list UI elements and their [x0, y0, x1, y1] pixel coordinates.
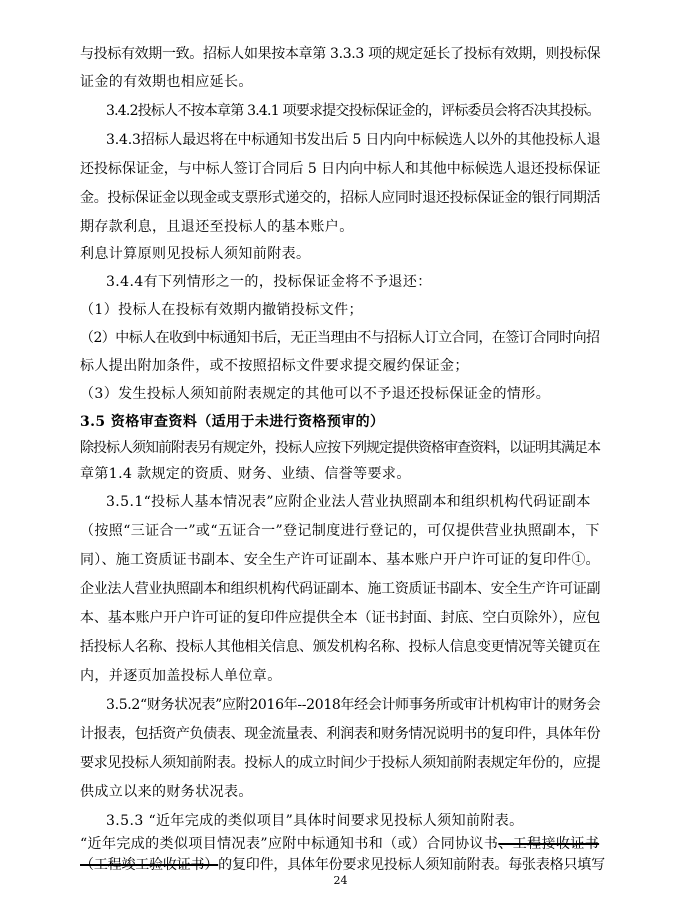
text-line: 证金的有效期也相应延长。: [80, 74, 253, 90]
text-line: 计报表，包括资产负债表、现金流量表、利润表和财务情况说明书的复印件，具体年份: [80, 726, 601, 742]
text-segment: 的复印件，具体年份要求见投标人须知前附表。每张表格只填写: [218, 857, 605, 873]
text-line: 金。投标保证金以现金或支票形式递交的，招标人应同时退还投标保证金的银行同期活: [80, 190, 601, 206]
text-line: 内，并逐页加盖投标人单位章。: [80, 668, 282, 684]
struck-text: 、工程接收证书: [498, 836, 600, 852]
clause-3-5-3: 3.5.3 “近年完成的类似项目”具体时间要求见投标人须知前附表。: [106, 813, 524, 829]
text-line: 供成立以来的财务状况表。: [80, 784, 253, 800]
text-line: 要求见投标人须知前附表。投标人的成立时间少于投标人须知前附表规定年份的，应提: [80, 755, 601, 771]
text-line: （按照“三证合一”或“五证合一”登记制度进行登记的，可仅提供营业执照副本，下: [80, 523, 600, 539]
text-line: 本、基本账户开户许可证的复印件应提供全本（证书封面、封底、空白页除外），应包: [80, 610, 601, 626]
text-line: 企业法人营业执照副本和组织机构代码证副本、施工资质证书副本、安全生产许可证副: [80, 581, 601, 597]
text-line: [80, 855, 605, 875]
section-heading-3-5: 3.5 资格审查资料（适用于未进行资格预审的）: [80, 414, 385, 430]
list-item-2: （2）中标人在收到中标通知书后，无正当理由不与招标人订立合同，在签订合同时向招: [80, 330, 600, 346]
clause-3-4-2: 3.4.2投标人不按本章第 3.4.1 项要求提交投标保证金的，评标委员会将否决其投标。: [106, 103, 600, 119]
text-line: 同）、施工资质证书副本、安全生产许可证副本、基本账户开户许可证的复印件①。: [80, 552, 600, 568]
list-item-1: （1）投标人在投标有效期内撤销投标文件；: [80, 302, 363, 318]
text-line: 括投标人名称、投标人其他相关信息、颁发机构名称、投标人信息变更情况等关键页在: [80, 639, 601, 655]
text-line: [80, 834, 599, 854]
text-line: 利息计算原则见投标人须知前附表。: [80, 246, 311, 262]
struck-text: （工程竣工验收证书）: [80, 857, 219, 873]
text-line: 期存款利息，且退还至投标人的基本账户。: [80, 219, 354, 235]
page-number: 24: [333, 874, 348, 887]
clause-3-5-2: 3.5.2“财务状况表”应附2016年--2018年经会计师事务所或审计机构审计的财务会: [106, 697, 601, 713]
text-segment: “近年完成的类似项目情况表”应附中标通知书和（或）合同协议书: [80, 836, 499, 852]
text-line: 除投标人须知前附表另有规定外，投标人应按下列规定提供资格审查资料，以证明其满足本: [80, 440, 600, 456]
clause-3-4-3: 3.4.3招标人最迟将在中标通知书发出后 5 日内向中标候选人以外的其他投标人退: [106, 132, 601, 148]
text-line: 还投标保证金，与中标人签订合同后 5 日内向中标人和其他中标候选人退还投标保证: [80, 161, 601, 177]
text-line: 章第1.4 款规定的资质、财务、业绩、信誉等要求。: [80, 466, 411, 482]
clause-3-5-1: 3.5.1“投标人基本情况表”应附企业法人营业执照副本和组织机构代码证副本: [106, 494, 591, 510]
clause-3-4-4: 3.4.4有下列情形之一的，投标保证金将不予退还：: [106, 274, 432, 290]
text-line: 标人提出附加条件，或不按照招标文件要求提交履约保证金；: [80, 358, 469, 374]
list-item-3: （3）发生投标人须知前附表规定的其他可以不予退还投标保证金的情形。: [80, 386, 551, 402]
text-line: 与投标有效期一致。招标人如果按本章第 3.3.3 项的规定延长了投标有效期，则投标保: [80, 46, 601, 62]
